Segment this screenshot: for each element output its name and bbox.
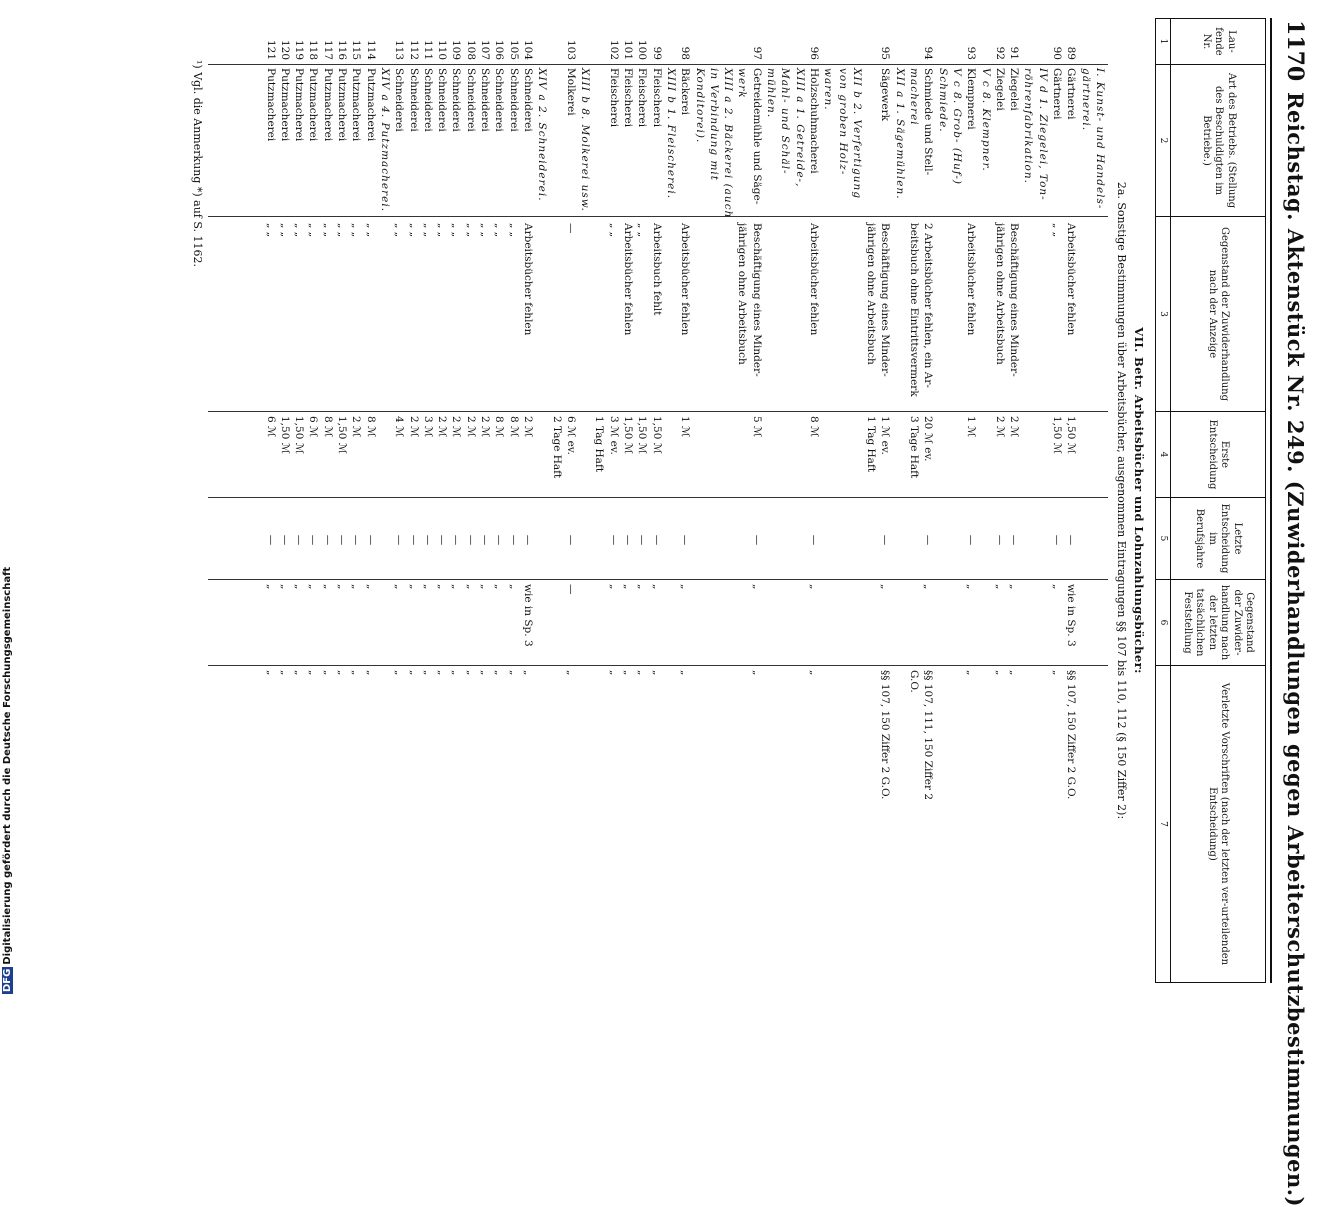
- cell-c1: 118: [307, 39, 320, 60]
- cell-c7: „: [364, 670, 377, 676]
- cell-c7: „: [407, 670, 420, 676]
- cell-c4: 1,50 ℳ: [293, 416, 306, 454]
- cell-c4: 8 ℳ: [493, 416, 506, 438]
- cell-c2: macherei: [908, 68, 921, 126]
- cell-c7: „: [464, 670, 477, 676]
- cell-c7: „: [321, 670, 334, 676]
- cell-c3: „ „: [393, 223, 406, 238]
- cell-c6: „: [965, 584, 978, 590]
- cell-c2: Putzmacherei: [321, 68, 334, 142]
- column-header-1: Lau-fende Nr.: [1171, 19, 1266, 65]
- column-number-7: 7: [1156, 666, 1171, 983]
- cell-c2: XIV a 4. Putzmacherei.: [379, 68, 391, 213]
- cell-c5: —: [922, 534, 935, 546]
- cell-c2: Schmiede.: [936, 68, 949, 133]
- cell-c1: 92: [993, 46, 1006, 60]
- cell-c3: „ „: [307, 223, 320, 238]
- cell-c4: 1 Tag Haft: [865, 416, 878, 473]
- cell-c1: 94: [922, 46, 935, 60]
- column-number-6: 6: [1156, 580, 1171, 666]
- cell-c4: 2 Tage Haft: [550, 416, 563, 479]
- cell-c5: —: [436, 534, 449, 546]
- column-number-4: 4: [1156, 412, 1171, 498]
- cell-c1: 108: [464, 39, 477, 60]
- cell-c6: „: [636, 584, 649, 590]
- cell-c4: 2 ℳ: [1008, 416, 1021, 438]
- cell-c3: „ „: [264, 223, 277, 238]
- cell-c2: Fleischerei: [650, 68, 663, 128]
- cell-c7: „: [479, 670, 492, 676]
- cell-c4: 2 ℳ: [522, 416, 534, 438]
- cell-c4: 2 ℳ: [993, 416, 1006, 438]
- cell-c6: „: [464, 584, 477, 590]
- cell-c5: —: [607, 534, 620, 546]
- cell-c6: „: [393, 584, 406, 590]
- cell-c3: „ „: [493, 223, 506, 238]
- section-title: VII. Betr. Arbeitsbücher und Lohnzahlungsbücher:: [1132, 327, 1146, 674]
- cell-c2: I. Kunst- und Handels-: [1094, 68, 1106, 210]
- cell-c2: Fleischerei: [622, 68, 635, 128]
- cell-c1: 96: [808, 46, 820, 60]
- table-body: [152, 18, 1152, 983]
- cell-c1: 98: [679, 46, 692, 60]
- cell-c2: gärtnerei.: [1079, 68, 1092, 132]
- cell-c6: „: [336, 584, 349, 590]
- cell-c4: 4 ℳ: [393, 416, 406, 438]
- cell-c7: „: [564, 670, 577, 676]
- column-header-5: Letzte Entscheidung im Berufsjahre: [1171, 498, 1266, 580]
- cell-c2: Schneiderei: [464, 68, 477, 132]
- cell-c6: „: [264, 584, 277, 590]
- cell-c6: —: [564, 584, 577, 595]
- cell-c3: Beschäftigung eines Minder-: [879, 223, 892, 377]
- cell-c1: 106: [493, 39, 506, 60]
- cell-c7: „: [436, 670, 449, 676]
- cell-c6: „: [622, 584, 635, 590]
- cell-c7: „: [264, 670, 277, 676]
- cell-c5: —: [879, 534, 892, 546]
- cell-c5: —: [622, 534, 635, 546]
- cell-c7: „: [278, 670, 291, 676]
- cell-c2: Putzmacherei: [336, 68, 349, 142]
- cell-c3: Arbeitsbücher fehlen: [965, 223, 978, 336]
- cell-c4: 6 ℳ: [307, 416, 320, 438]
- cell-c2: XIII b 8. Molkerei usw.: [579, 68, 592, 212]
- cell-c7: „: [1008, 670, 1021, 676]
- cell-c5: —: [993, 534, 1006, 546]
- cell-c1: 101: [622, 39, 635, 60]
- cell-c7: §§ 107, 150 Ziffer 2 G.O.: [1065, 670, 1078, 800]
- cell-c5: —: [679, 534, 692, 546]
- cell-c6: „: [450, 584, 463, 590]
- cell-c1: 95: [879, 46, 892, 60]
- cell-c4: 1 ℳ: [965, 416, 978, 438]
- cell-c5: —: [750, 534, 763, 546]
- cell-c7: G.O.: [908, 670, 921, 693]
- cell-c2: V c 8. Grob- (Huf-): [951, 68, 963, 186]
- cell-c3: jährigen ohne Arbeitsbuch: [993, 223, 1006, 365]
- footnote: ¹) Vgl. die Anmerkung *) auf S. 1162.: [191, 60, 204, 267]
- cell-c2: XII b 2. Verfertigung: [850, 68, 863, 200]
- cell-c2: Putzmacherei: [364, 68, 377, 142]
- cell-c1: 114: [364, 39, 377, 60]
- cell-c1: 99: [650, 46, 663, 60]
- cell-c3: „ „: [507, 223, 520, 238]
- column-divider: [208, 497, 1108, 498]
- cell-c7: „: [650, 670, 663, 676]
- cell-c2: Gärtnerei: [1051, 68, 1064, 120]
- cell-c1: 97: [750, 46, 763, 60]
- cell-c4: 1,50 ℳ: [622, 416, 635, 454]
- cell-c6: „: [364, 584, 377, 590]
- column-header-7: Verletzte Vorschriften (nach der letzten ver-urteilenden Entscheidung): [1171, 666, 1266, 983]
- cell-c2: werk: [736, 68, 749, 99]
- cell-c3: Arbeitsbücher fehlen: [679, 223, 692, 336]
- cell-c3: „ „: [293, 223, 306, 238]
- cell-c4: 20 ℳ ev.: [922, 416, 935, 462]
- cell-c5: —: [350, 534, 363, 546]
- cell-c2: röhrenfabrikation.: [1022, 68, 1035, 184]
- cell-c3: „ „: [336, 223, 349, 238]
- column-number-5: 5: [1156, 498, 1171, 580]
- cell-c7: „: [1051, 670, 1064, 676]
- cell-c1: 102: [607, 39, 620, 60]
- cell-c4: 3 ℳ: [421, 416, 434, 438]
- cell-c2: Schneiderei: [450, 68, 463, 132]
- column-header-row: [1171, 19, 1266, 983]
- cell-c5: —: [393, 534, 406, 546]
- cell-c2: Schmiede und Stell-: [922, 68, 935, 176]
- cell-c5: —: [421, 534, 434, 546]
- cell-c5: —: [264, 534, 277, 546]
- column-number-2: 2: [1156, 65, 1171, 217]
- cell-c6: „: [307, 584, 320, 590]
- column-number-row: [1156, 19, 1171, 983]
- cell-c1: 117: [321, 39, 334, 60]
- column-header-6: Gegenstand der Zuwider-handlung nach der letzten tatsächlichen Feststellung: [1171, 580, 1266, 666]
- cell-c2: Ziegelei: [1008, 68, 1021, 111]
- cell-c6: „: [922, 584, 935, 590]
- cell-c7: „: [421, 670, 434, 676]
- cell-c1: 107: [479, 39, 492, 60]
- cell-c4: 1 ℳ: [679, 416, 692, 438]
- cell-c6: „: [808, 584, 820, 590]
- page-number: 1170: [1282, 20, 1308, 82]
- cell-c5: —: [307, 534, 320, 546]
- cell-c6: „: [507, 584, 520, 590]
- cell-c1: 103: [564, 39, 577, 60]
- cell-c6: „: [879, 584, 892, 590]
- cell-c7: „: [393, 670, 406, 676]
- cell-c2: in Verbindung mit: [707, 68, 720, 181]
- cell-c4: 1 ℳ ev.: [879, 416, 892, 455]
- cell-c7: „: [622, 670, 635, 676]
- cell-c4: 1,50 ℳ: [650, 416, 663, 454]
- cell-c6: „: [1008, 584, 1021, 590]
- cell-c7: „: [336, 670, 349, 676]
- cell-c4: 6 ℳ ev.: [564, 416, 577, 455]
- cell-c4: 2 ℳ: [407, 416, 420, 438]
- cell-c7: „: [522, 670, 534, 676]
- cell-c2: Molkerei: [564, 68, 577, 116]
- cell-c2: Bäckerei: [679, 68, 692, 116]
- column-divider: [208, 411, 1108, 412]
- cell-c1: 119: [293, 39, 306, 60]
- cell-c3: jährigen ohne Arbeitsbuch: [736, 223, 749, 365]
- cell-c5: —: [450, 534, 463, 546]
- cell-c1: 111: [421, 39, 434, 60]
- cell-c2: Holzschuhmacherei: [808, 68, 820, 174]
- cell-c3: Arbeitsbücher fehlen: [1065, 223, 1078, 336]
- cell-c4: 8 ℳ: [808, 416, 820, 438]
- cell-c3: 2 Arbeitsbücher fehlen, ein Ar-: [922, 223, 935, 388]
- cell-c6: „: [1051, 584, 1064, 590]
- cell-c3: „ „: [278, 223, 291, 238]
- column-header-table: [1155, 18, 1266, 983]
- cell-c1: 113: [393, 39, 406, 60]
- cell-c2: Ziegelei: [993, 68, 1006, 111]
- cell-c4: 2 ℳ: [436, 416, 449, 438]
- cell-c4: 1,50 ℳ: [1051, 416, 1064, 454]
- cell-c2: Sägewerk: [879, 68, 892, 121]
- cell-c6: „: [493, 584, 506, 590]
- cell-c4: 8 ℳ: [507, 416, 520, 438]
- cell-c2: IV d 1. Ziegelei, Ton-: [1036, 68, 1049, 201]
- cell-c1: 100: [636, 39, 649, 60]
- digitization-text: Digitalisierung gefördert durch die Deutsche Forschungsgemeinschaft: [2, 566, 13, 965]
- cell-c6: „: [278, 584, 291, 590]
- cell-c6: „: [321, 584, 334, 590]
- cell-c5: —: [650, 534, 663, 546]
- cell-c5: —: [293, 534, 306, 546]
- cell-c2: Getreidemühle und Säge-: [750, 68, 763, 205]
- cell-c2: V c 8. Klempner.: [979, 68, 992, 172]
- cell-c3: „ „: [321, 223, 334, 238]
- cell-c1: 93: [965, 46, 978, 60]
- column-number-3: 3: [1156, 217, 1171, 412]
- cell-c7: „: [450, 670, 463, 676]
- cell-c3: „ „: [1051, 223, 1064, 238]
- cell-c1: 120: [278, 39, 291, 60]
- cell-c3: Arbeitsbücher fehlen: [622, 223, 635, 336]
- cell-c7: „: [750, 670, 763, 676]
- cell-c7: „: [965, 670, 978, 676]
- cell-c2: Putzmacherei: [293, 68, 306, 142]
- cell-c3: Beschäftigung eines Minder-: [750, 223, 763, 377]
- cell-c6: „: [750, 584, 763, 590]
- cell-c2: Schneiderei: [479, 68, 492, 132]
- cell-c2: XIII a 2. Bäckerei (auch: [722, 68, 735, 219]
- cell-c2: von groben Holz-: [836, 68, 849, 176]
- cell-c7: „: [307, 670, 320, 676]
- cell-c4: 8 ℳ: [364, 416, 377, 438]
- cell-c2: Putzmacherei: [350, 68, 363, 142]
- cell-c6: „: [607, 584, 620, 590]
- column-number-1: 1: [1156, 19, 1171, 65]
- cell-c5: —: [808, 534, 820, 546]
- cell-c3: —: [564, 223, 577, 234]
- column-header-4: Erste Entscheidung: [1171, 412, 1266, 498]
- cell-c6: „: [350, 584, 363, 590]
- cell-c5: —: [479, 534, 492, 546]
- cell-c5: —: [1008, 534, 1021, 546]
- page-title: Reichstag. Aktenstück Nr. 249. (Zuwiderhandlungen gegen Arbeiterschutzbestimmungen.): [1283, 92, 1308, 1207]
- section-subtitle: 2a. Sonstige Bestimmungen über Arbeitsbücher, ausgenommen Eintragungen §§ 107 bis 110, 112 (§ 150 Ziffer 2):: [1115, 181, 1128, 820]
- cell-c2: Putzmacherei: [264, 68, 277, 142]
- cell-c4: 1,50 ℳ: [278, 416, 291, 454]
- cell-c6: „: [436, 584, 449, 590]
- cell-c6: „: [479, 584, 492, 590]
- cell-c3: „ „: [436, 223, 449, 238]
- cell-c5: —: [564, 534, 577, 546]
- column-divider: [208, 579, 1108, 580]
- cell-c2: Fleischerei: [636, 68, 649, 128]
- cell-c2: Schneiderei: [436, 68, 449, 132]
- cell-c3: Arbeitsbuch fehlt: [650, 223, 663, 316]
- cell-c2: Klempnerei: [965, 68, 978, 130]
- cell-c7: „: [808, 670, 820, 676]
- header-rule: [1270, 18, 1272, 983]
- cell-c4: 2 ℳ: [464, 416, 477, 438]
- cell-c2: Gärtnerei: [1065, 68, 1078, 120]
- cell-c5: —: [364, 534, 377, 546]
- cell-c3: „ „: [464, 223, 477, 238]
- cell-c5: —: [464, 534, 477, 546]
- cell-c7: §§ 107, 111, 150 Ziffer 2: [922, 670, 935, 801]
- cell-c7: §§ 107, 150 Ziffer 2 G.O.: [879, 670, 892, 800]
- cell-c1: 112: [407, 39, 420, 60]
- cell-c1: 90: [1051, 46, 1064, 60]
- cell-c3: Arbeitsbücher fehlen: [522, 223, 534, 336]
- cell-c4: 2 ℳ: [350, 416, 363, 438]
- cell-c5: —: [965, 534, 978, 546]
- cell-c4: 2 ℳ: [450, 416, 463, 438]
- cell-c2: XIV a 2. Schneiderei.: [536, 68, 549, 202]
- cell-c5: —: [336, 534, 349, 546]
- cell-c5: —: [321, 534, 334, 546]
- cell-c5: —: [507, 534, 520, 546]
- cell-c5: —: [278, 534, 291, 546]
- cell-c2: XII a 1. Sägemühlen.: [893, 68, 906, 200]
- digitization-credit: [2, 567, 13, 994]
- cell-c1: 105: [507, 39, 520, 60]
- cell-c5: —: [636, 534, 649, 546]
- cell-c4: 1,50 ℳ: [1065, 416, 1078, 454]
- cell-c5: —: [493, 534, 506, 546]
- cell-c3: „ „: [421, 223, 434, 238]
- cell-c7: „: [350, 670, 363, 676]
- cell-c4: 5 ℳ: [750, 416, 763, 438]
- cell-c6: „: [679, 584, 692, 590]
- column-divider: [208, 216, 1108, 217]
- cell-c2: Schneiderei: [407, 68, 420, 132]
- cell-c3: „ „: [364, 223, 377, 238]
- cell-c4: 1 Tag Haft: [593, 416, 606, 473]
- cell-c3: Beschäftigung eines Minder-: [1008, 223, 1021, 377]
- cell-c3: „ „: [636, 223, 649, 238]
- page-header: [1270, 20, 1314, 1207]
- cell-c1: 115: [350, 39, 363, 60]
- cell-c7: „: [679, 670, 692, 676]
- cell-c6: „: [421, 584, 434, 590]
- dfg-logo: DFG: [2, 968, 13, 992]
- cell-c2: Schneiderei: [507, 68, 520, 132]
- cell-c2: Schneiderei: [522, 68, 534, 132]
- cell-c7: „: [636, 670, 649, 676]
- cell-c6: wie in Sp. 3: [1065, 584, 1078, 647]
- cell-c2: Schneiderei: [421, 68, 434, 132]
- cell-c3: Arbeitsbücher fehlen: [808, 223, 820, 336]
- cell-c3: „ „: [450, 223, 463, 238]
- cell-c3: „ „: [407, 223, 420, 238]
- cell-c1: 109: [450, 39, 463, 60]
- cell-c2: Schneiderei: [493, 68, 506, 132]
- cell-c7: „: [493, 670, 506, 676]
- cell-c2: mühlen.: [765, 68, 778, 119]
- cell-c5: —: [407, 534, 420, 546]
- cell-c7: „: [293, 670, 306, 676]
- cell-c4: 1,50 ℳ: [336, 416, 349, 454]
- cell-c3: beitsbuch ohne Eintrittsvermerk: [908, 223, 921, 397]
- cell-c2: waren.: [822, 68, 835, 111]
- cell-c4: 8 ℳ: [321, 416, 334, 438]
- cell-c2: Fleischerei: [607, 68, 620, 128]
- cell-c5: —: [522, 534, 534, 546]
- cell-c2: XIII b 1. Fleischerei.: [665, 68, 677, 200]
- column-header-2: Art des Betriebs. (Stellung des Beschuldigten im Betriebe.): [1171, 65, 1266, 217]
- cell-c6: „: [650, 584, 663, 590]
- cell-c2: Putzmacherei: [307, 68, 320, 142]
- cell-c7: „: [993, 670, 1006, 676]
- cell-c4: 1,50 ℳ: [636, 416, 649, 454]
- column-divider: [208, 665, 1108, 666]
- cell-c4: 2 ℳ: [479, 416, 492, 438]
- cell-c3: jährigen ohne Arbeitsbuch: [865, 223, 878, 365]
- cell-c1: 116: [336, 39, 349, 60]
- cell-c6: „: [993, 584, 1006, 590]
- cell-c7: „: [607, 670, 620, 676]
- cell-c2: Putzmacherei: [278, 68, 291, 142]
- cell-c3: „ „: [479, 223, 492, 238]
- column-header-3: Gegenstand der Zuwiderhandlung nach der Anzeige: [1171, 217, 1266, 412]
- cell-c3: „ „: [350, 223, 363, 238]
- cell-c4: 6 ℳ: [264, 416, 277, 438]
- cell-c5: —: [1065, 534, 1078, 546]
- cell-c5: —: [1051, 534, 1064, 546]
- cell-c1: 91: [1008, 46, 1021, 60]
- column-divider: [208, 64, 1108, 65]
- cell-c2: Schneiderei: [393, 68, 406, 132]
- cell-c6: „: [407, 584, 420, 590]
- cell-c1: 104: [522, 39, 534, 60]
- cell-c1: 121: [264, 39, 277, 60]
- cell-c4: 3 Tage Haft: [908, 416, 921, 479]
- cell-c1: 89: [1065, 46, 1078, 60]
- cell-c1: 110: [436, 39, 449, 60]
- cell-c3: „ „: [607, 223, 620, 238]
- cell-c2: XIII a 1. Getreide-,: [793, 68, 806, 188]
- cell-c6: „: [293, 584, 306, 590]
- cell-c4: 3 ℳ ev.: [607, 416, 620, 455]
- cell-c2: Konditorei).: [693, 68, 706, 144]
- cell-c2: Mahl- und Schäl-: [779, 68, 792, 175]
- cell-c7: „: [507, 670, 520, 676]
- cell-c6: wie in Sp. 3: [522, 584, 534, 647]
